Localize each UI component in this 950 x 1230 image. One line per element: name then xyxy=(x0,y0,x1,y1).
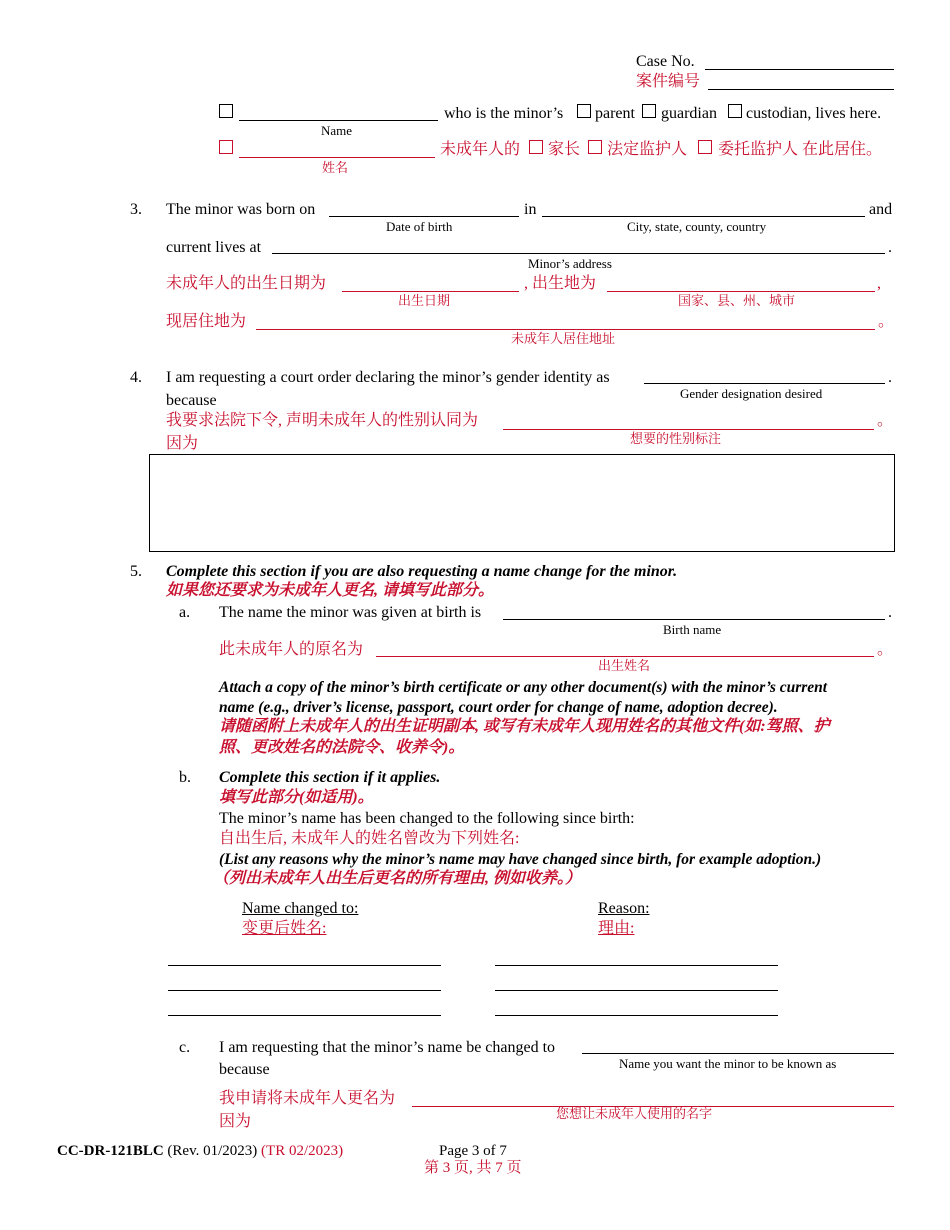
attach-instruction-line2: name (e.g., driver’s license, passport, court order for change of name, adoption decree). xyxy=(219,699,778,716)
household-checkbox[interactable] xyxy=(219,104,233,118)
parent-label-zh: 家长 xyxy=(548,141,581,158)
col-name-changed-header-zh: 变更后姓名: xyxy=(242,920,327,937)
item4-because-text: because xyxy=(166,392,217,409)
birthplace-field[interactable] xyxy=(542,216,865,217)
attach-instruction-zh-line2: 照、更改姓名的法院令、收养令)。 xyxy=(219,739,465,756)
col-name-changed-header: Name changed to: xyxy=(242,900,359,917)
attach-instruction-zh-line1: 请随函附上未成年人的出生证明副本, 或写有未成年人现用姓名的其他文件(如:驾照、护 xyxy=(219,718,830,735)
who-is-minors-text: who is the minor’s xyxy=(444,105,564,122)
household-name-field-zh[interactable] xyxy=(239,157,435,158)
address-field-zh[interactable] xyxy=(256,329,875,330)
item3-and-text: and xyxy=(869,201,893,218)
item5b-list-instruction: (List any reasons why the minor’s name may have changed since birth, for example adoption.) xyxy=(219,851,822,868)
col-reason-header: Reason: xyxy=(598,900,650,917)
birth-name-field[interactable] xyxy=(503,619,885,620)
address-period: . xyxy=(888,239,892,256)
dob-caption: Date of birth xyxy=(386,219,453,234)
item5c-because-text: because xyxy=(219,1061,270,1078)
item5-heading: Complete this section if you are also requesting a name change for the minor. xyxy=(166,563,678,580)
address-caption-zh: 未成年人居住地址 xyxy=(511,331,616,346)
parent-label: parent xyxy=(595,105,635,122)
item5c-label: c. xyxy=(179,1039,191,1056)
guardian-label-zh: 法定监护人 xyxy=(607,141,688,158)
item5a-text: The name the minor was given at birth is xyxy=(219,604,482,621)
item5c-text: I am requesting that the minor’s name be changed to xyxy=(219,1039,556,1056)
item3-born-on-text: The minor was born on xyxy=(166,201,316,218)
item3-in-text: in xyxy=(524,201,537,218)
gender-period: . xyxy=(888,369,892,386)
footer-form-id-line xyxy=(57,1141,343,1161)
address-field[interactable] xyxy=(272,253,885,254)
parent-checkbox[interactable] xyxy=(577,104,591,118)
item5a-text-zh: 此未成年人的原名为 xyxy=(219,641,364,658)
item4-number: 4. xyxy=(130,369,142,386)
footer-page-number: Page 3 of 7 xyxy=(439,1143,507,1159)
footer-tr: (TR 02/2023) xyxy=(261,1143,344,1159)
birth-name-field-zh[interactable] xyxy=(376,656,874,657)
new-name-caption: Name you want the minor to be known as xyxy=(619,1056,837,1071)
name-caption: Name xyxy=(321,123,353,138)
name-changed-field-3[interactable] xyxy=(168,1015,441,1016)
zh-gender-end: 。 xyxy=(877,412,894,429)
item5a-label: a. xyxy=(179,604,191,621)
item5b-changed-text-zh: 自出生后, 未成年人的姓名曾改为下列姓名: xyxy=(219,830,520,847)
zh-birthplace-text: , 出生地为 xyxy=(524,275,597,292)
case-no-label-zh: 案件编号 xyxy=(636,73,701,90)
birth-name-period: . xyxy=(888,604,892,621)
item5c-because-text-zh: 因为 xyxy=(219,1113,252,1130)
custodian-label-zh: 委托监护人 在此居住。 xyxy=(718,141,883,158)
case-no-field-zh[interactable] xyxy=(708,89,894,90)
current-lives-at-text: current lives at xyxy=(166,239,262,256)
address-caption: Minor’s address xyxy=(528,256,612,271)
birthplace-field-zh[interactable] xyxy=(607,291,875,292)
gender-caption-zh: 想要的性别标注 xyxy=(630,431,722,446)
new-name-caption-zh: 您想让未成年人使用的名字 xyxy=(556,1106,713,1121)
custodian-checkbox[interactable] xyxy=(728,104,742,118)
dob-field-zh[interactable] xyxy=(342,291,519,292)
guardian-label: guardian xyxy=(661,105,717,122)
household-checkbox-zh[interactable] xyxy=(219,140,233,154)
guardian-checkbox-zh[interactable] xyxy=(588,140,602,154)
name-caption-zh: 姓名 xyxy=(322,160,349,175)
guardian-checkbox[interactable] xyxy=(642,104,656,118)
item5-number: 5. xyxy=(130,563,142,580)
attach-instruction-line1: Attach a copy of the minor’s birth certificate or any other document(s) with the minor’s current xyxy=(219,679,828,696)
custodian-checkbox-zh[interactable] xyxy=(698,140,712,154)
dob-field[interactable] xyxy=(329,216,519,217)
reason-field-3[interactable] xyxy=(495,1015,778,1016)
item5-heading-zh: 如果您还要求为未成年人更名, 请填写此部分。 xyxy=(166,582,495,599)
gender-field[interactable] xyxy=(644,383,885,384)
zh-lives-at-text: 现居住地为 xyxy=(166,313,247,330)
footer-form-id: CC-DR-121BLC xyxy=(57,1143,164,1159)
birth-name-caption-zh: 出生姓名 xyxy=(598,658,651,673)
reason-field-2[interactable] xyxy=(495,990,778,991)
zh-birthplace-comma: , xyxy=(877,275,881,292)
item3-number: 3. xyxy=(130,201,142,218)
case-no-label: Case No. xyxy=(636,53,695,70)
custodian-label: custodian, lives here. xyxy=(746,105,882,122)
item4-requesting-text: I am requesting a court order declaring the minor’s gender identity as xyxy=(166,369,610,386)
zh-minors-text: 未成年人的 xyxy=(440,141,521,158)
zh-because-text: 因为 xyxy=(166,435,199,452)
case-no-field[interactable] xyxy=(705,69,894,70)
household-name-field[interactable] xyxy=(239,120,438,121)
new-name-field[interactable] xyxy=(582,1053,894,1054)
parent-checkbox-zh[interactable] xyxy=(529,140,543,154)
zh-born-on-text: 未成年人的出生日期为 xyxy=(166,275,327,292)
item5b-heading: Complete this section if it applies. xyxy=(219,769,441,786)
zh-requesting-text: 我要求法院下令, 声明未成年人的性别认同为 xyxy=(166,412,479,429)
dob-caption-zh: 出生日期 xyxy=(398,293,451,308)
item5b-label: b. xyxy=(179,769,191,786)
gender-caption: Gender designation desired xyxy=(680,386,823,401)
col-reason-header-zh: 理由: xyxy=(598,920,635,937)
gender-field-zh[interactable] xyxy=(503,429,874,430)
zh-address-end: 。 xyxy=(878,313,895,330)
item5b-changed-text: The minor’s name has been changed to the following since birth: xyxy=(219,810,635,827)
footer-rev: (Rev. 01/2023) xyxy=(167,1143,258,1159)
footer-page-number-zh: 第 3 页, 共 7 页 xyxy=(424,1160,522,1176)
gender-reason-textarea[interactable] xyxy=(149,454,895,552)
birth-name-caption: Birth name xyxy=(663,622,722,637)
name-changed-field-1[interactable] xyxy=(168,965,441,966)
item5b-list-instruction-zh: （列出未成年人出生后更名的所有理由, 例如收养。） xyxy=(213,870,582,887)
birthplace-caption-zh: 国家、县、州、城市 xyxy=(678,293,796,308)
birthplace-caption: City, state, county, country xyxy=(627,219,767,234)
birth-name-end-zh: 。 xyxy=(877,641,894,658)
item5b-heading-zh: 填写此部分(如适用)。 xyxy=(219,789,374,806)
item5c-text-zh: 我申请将未成年人更名为 xyxy=(219,1090,396,1107)
reason-field-1[interactable] xyxy=(495,965,778,966)
name-changed-field-2[interactable] xyxy=(168,990,441,991)
